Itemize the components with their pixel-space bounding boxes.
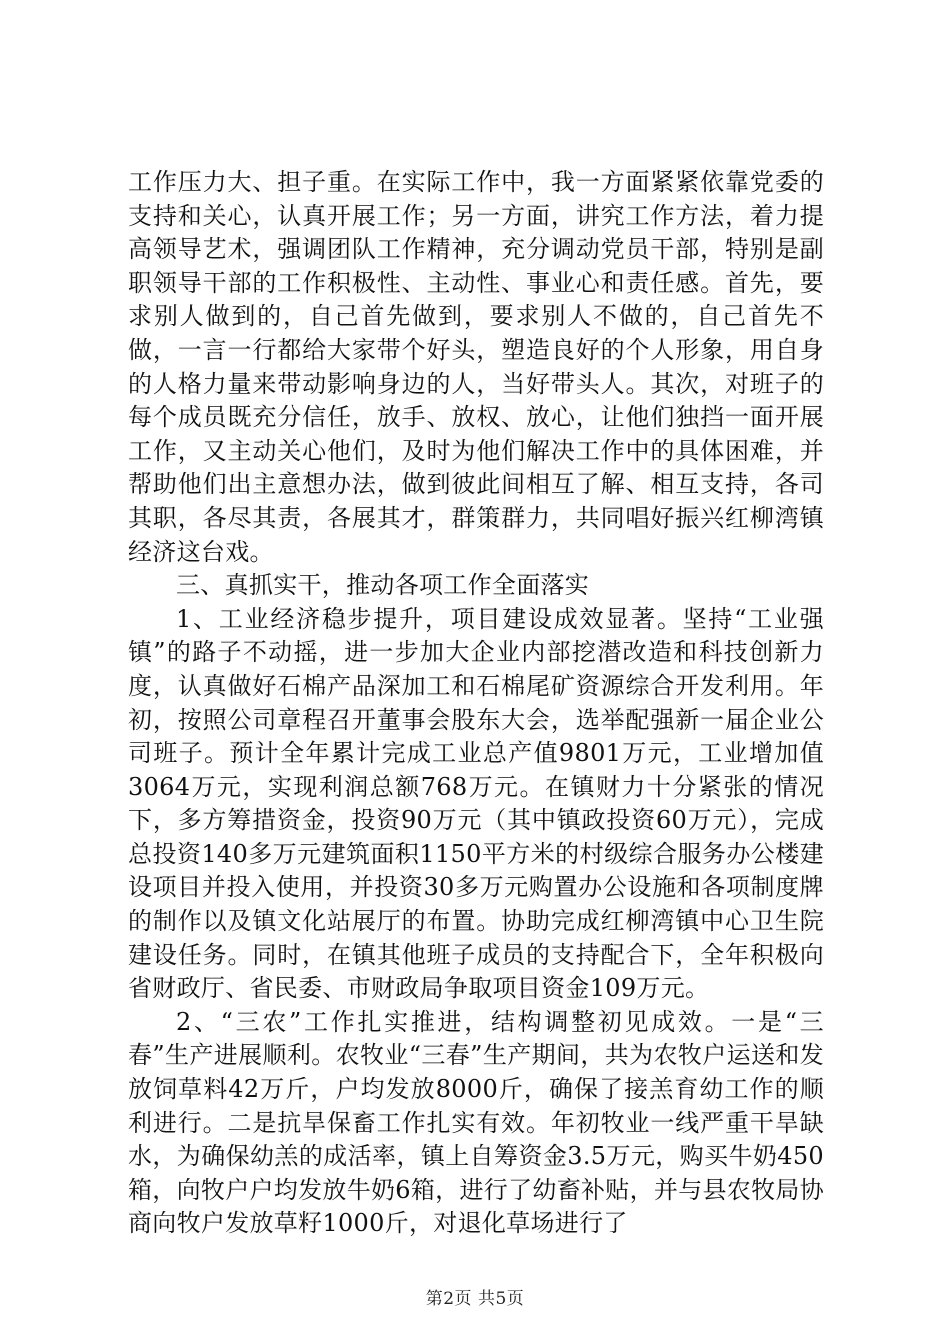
document-body — [128, 166, 824, 1241]
paragraph-industrial-economy: 1、工业经济稳步提升，项目建设成效显著。坚持“工业强镇”的路子不动摇，进一步加大企业内部挖潜改造和科技创新力度，认真做好石棉产品深加工和石棉尾矿资源综合开发利用。年初，按照公司章程召开董事会股东大会，选举配强新一届企业公司班子。预计全年累计完成工业总产值9801万元，工业增加值3064万元，实现利润总额768万元。在镇财力十分紧张的情况下，多方筹措资金，投资90万元（其中镇政投资60万元），完成总投资140多万元建筑面积1150平方米的村级综合服务办公楼建设项目并投入使用，并投资30多万元购置办公设施和各项制度牌的制作以及镇文化站展厅的布置。协助完成红柳湾镇中心卫生院建设任务。同时，在镇其他班子成员的支持配合下，全年积极向省财政厅、省民委、市财政局争取项目资金109万元。 — [128, 604, 824, 1003]
page-footer: 第2页 共5页 — [425, 1289, 525, 1309]
paragraph-agriculture: 2、“三农”工作扎实推进，结构调整初见成效。一是“三春”生产进展顺利。农牧业“三春”生产期间，共为农牧户运送和发放饲草料42万斤，户均发放8000斤，确保了接羔育幼工作的顺利进行。二是抗旱保畜工作扎实有效。年初牧业一线严重干旱缺水，为确保幼羔的成活率，镇上自筹资金3.5万元，购买牛奶450箱，向牧户户均发放牛奶6箱，进行了幼畜补贴，并与县农牧局协商向牧户发放草籽1000斤，对退化草场进行了 — [128, 1007, 824, 1238]
section-heading-three: 三、真抓实干，推动各项工作全面落实 — [176, 571, 590, 600]
paragraph-leadership-continuation: 工作压力大、担子重。在实际工作中，我一方面紧紧依靠党委的支持和关心，认真开展工作；另一方面，讲究工作方法，着力提高领导艺术，强调团队工作精神，充分调动党员干部，特别是副职领导干部的工作积极性、主动性、事业心和责任感。首先，要求别人做到的，自己首先做到，要求别人不做的，自己首先不做，一言一行都给大家带个好头，塑造良好的个人形象，用自身的人格力量来带动影响身边的人，当好带头人。其次，对班子的每个成员既充分信任，放手、放权、放心，让他们独挡一面开展工作，又主动关心他们，及时为他们解决工作中的具体困难，并帮助他们出主意想办法，做到彼此间相互了解、相互支持，各司其职，各尽其责，各展其才，群策群力，共同唱好振兴红柳湾镇经济这台戏。 — [128, 168, 824, 566]
